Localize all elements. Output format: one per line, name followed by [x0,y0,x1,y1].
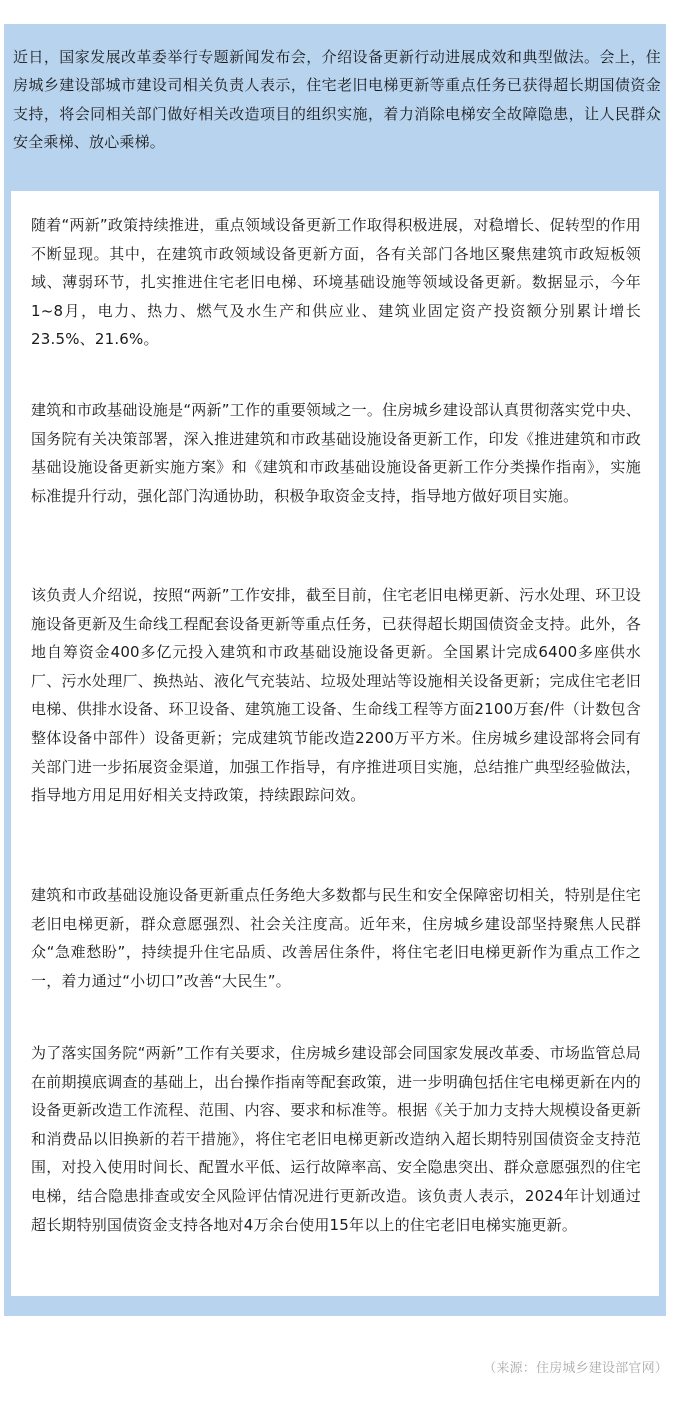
lead-summary: 近日，国家发展改革委举行专题新闻发布会，介绍设备更新行动进展成效和典型做法。会上，住房城乡建设部城市建设司相关负责人表示，住宅老旧电梯更新等重点任务已获得超长期国债资金支持，将会同相关部门做好相关改造项目的组织实施，着力消除电梯安全故障隐患，让人民群众安全乘梯、放心乘梯。 [13,48,661,151]
body-paragraph-1: 随着“两新”政策持续推进，重点领域设备更新工作取得积极进展，对稳增长、促转型的作用不断显现。其中，在建筑市政领域设备更新方面，各有关部门各地区聚焦建筑市政短板领域、薄弱环节，扎实推进住宅老旧电梯、环境基础设施等领域设备更新。数据显示，今年1~8月，电力、热力、燃气及水生产和供应业、建筑业固定资产投资额分别累计增长23.5%、21.6%。 [31,216,641,349]
body-paragraph-2: 建筑和市政基础设施是“两新”工作的重要领域之一。住房城乡建设部认真贯彻落实党中央、国务院有关决策部署，深入推进建筑和市政基础设施设备更新工作，印发《推进建筑和市政基础设施设备更新实施方案》和《建筑和市政基础设施设备更新工作分类操作指南》，实施标准提升行动，强化部门沟通协助，积极争取资金支持，指导地方做好项目实施。 [31,401,641,505]
article-body-card [11,191,659,1296]
body-paragraph-5: 为了落实国务院“两新”工作有关要求，住房城乡建设部会同国家发展改革委、市场监管总局在前期摸底调查的基础上，出台操作指南等配套政策，进一步明确包括住宅电梯更新在内的设备更新改造工作流程、范围、内容、要求和标准等。根据《关于加力支持大规模设备更新和消费品以旧换新的若干措施》，将住宅老旧电梯更新改造纳入超长期特别国债资金支持范围，对投入使用时间长、配置水平低、运行故障率高、安全隐患突出、群众意愿强烈的住宅电梯，结合隐患排查或安全风险评估情况进行更新改造。该负责人表示，2024年计划通过超长期特别国债资金支持各地对4万余台使用15年以上的住宅老旧电梯实施更新。 [31,1044,641,1234]
article-frame [4,24,666,1316]
source-credit: （来源：住房城乡建设部官网） [483,1361,668,1376]
body-paragraph-3: 该负责人介绍说，按照“两新”工作安排，截至目前，住宅老旧电梯更新、污水处理、环卫设施设备更新及生命线工程配套设备更新等重点任务，已获得超长期国债资金支持。此外，各地自筹资金400多亿元投入建筑和市政基础设施设备更新。全国累计完成6400多座供水厂、污水处理厂、换热站、液化气充装站、垃圾处理站等设施相关设备更新；完成住宅老旧电梯、供排水设备、环卫设备、建筑施工设备、生命线工程等方面2100万套/件（计数包含整体设备中部件）设备更新；完成建筑节能改造2200万平方米。住房城乡建设部将会同有关部门进一步拓展资金渠道，加强工作指导，有序推进项目实施，总结推广典型经验做法，指导地方用足用好相关支持政策，持续跟踪问效。 [31,586,641,805]
body-paragraph-4: 建筑和市政基础设施设备更新重点任务绝大多数都与民生和安全保障密切相关，特别是住宅老旧电梯更新，群众意愿强烈、社会关注度高。近年来，住房城乡建设部坚持聚焦人民群众“急难愁盼”，持续提升住宅品质、改善居住条件，将住宅老旧电梯更新作为重点工作之一，着力通过“小切口”改善“大民生”。 [31,886,641,990]
